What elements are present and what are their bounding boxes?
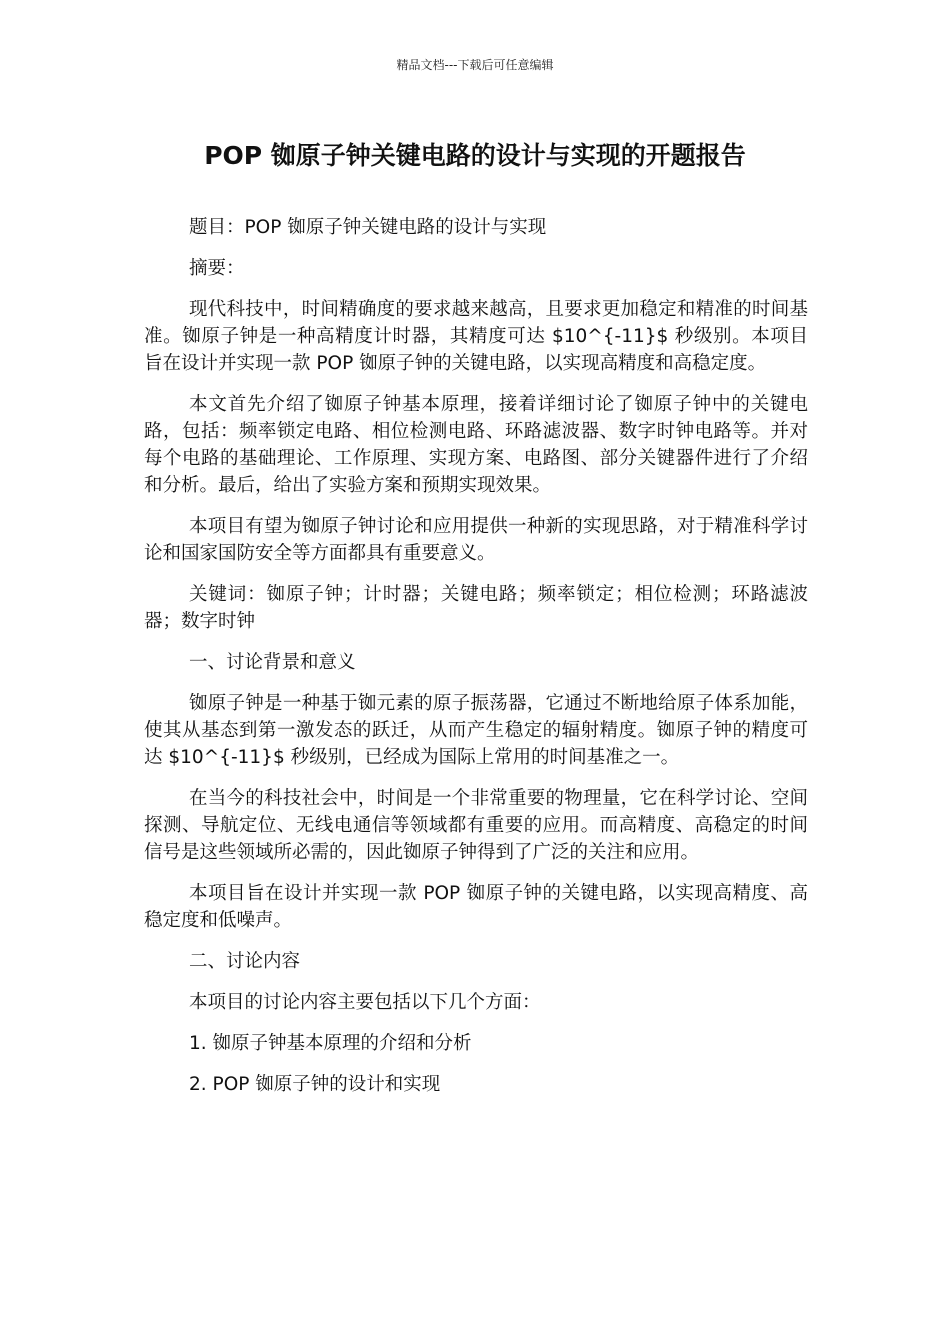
section-1-paragraph-1: 铷原子钟是一种基于铷元素的原子振荡器，它通过不断地给原子体系加能，使其从基态到第一激发态的跃迁，从而产生稳定的辐射精度。铷原子钟的精度可达 $10^{-11}$ 秒级别，已经成为国际上常用的时间基准之一。	[144, 693, 808, 768]
keywords-line: 关键词：铷原子钟；计时器；关键电路；频率锁定；相位检测；环路滤波器；数字时钟	[144, 584, 808, 632]
section-1-paragraph-3: 本项目旨在设计并实现一款 POP 铷原子钟的关键电路，以实现高精度、高稳定度和低噪声。	[144, 883, 808, 931]
subject-line: 题目：POP 铷原子钟关键电路的设计与实现	[189, 217, 547, 238]
list-item: 1. 铷原子钟基本原理的介绍和分析	[189, 1033, 472, 1054]
list-item: 2. POP 铷原子钟的设计和实现	[189, 1074, 441, 1095]
abstract-heading: 摘要：	[189, 258, 245, 279]
abstract-paragraph-1: 现代科技中，时间精确度的要求越来越高，且要求更加稳定和精准的时间基准。铷原子钟是一种高精度计时器，其精度可达 $10^{-11}$ 秒级别。本项目旨在设计并实现一款 POP 铷原子钟的关键电路，以实现高精度和高稳定度。	[144, 299, 808, 374]
section-2-intro: 本项目的讨论内容主要包括以下几个方面：	[189, 992, 541, 1013]
page-header: 精品文档---下载后可任意编辑	[396, 58, 554, 72]
document-title: POP 铷原子钟关键电路的设计与实现的开题报告	[204, 141, 746, 170]
section-1-heading: 一、讨论背景和意义	[189, 652, 356, 673]
abstract-paragraph-2: 本文首先介绍了铷原子钟基本原理，接着详细讨论了铷原子钟中的关键电路，包括：频率锁定电路、相位检测电路、环路滤波器、数字时钟电路等。并对每个电路的基础理论、工作原理、实现方案、电路图、部分关键器件进行了介绍和分析。最后，给出了实验方案和预期实现效果。	[144, 394, 808, 496]
document-body	[144, 214, 808, 1112]
abstract-paragraph-3: 本项目有望为铷原子钟讨论和应用提供一种新的实现思路，对于精准科学讨论和国家国防安全等方面都具有重要意义。	[144, 516, 808, 564]
section-2-heading: 二、讨论内容	[189, 951, 301, 972]
section-1-paragraph-2: 在当今的科技社会中，时间是一个非常重要的物理量，它在科学讨论、空间探测、导航定位、无线电通信等领域都有重要的应用。而高精度、高稳定的时间信号是这些领域所必需的，因此铷原子钟得到了广泛的关注和应用。	[144, 788, 808, 863]
